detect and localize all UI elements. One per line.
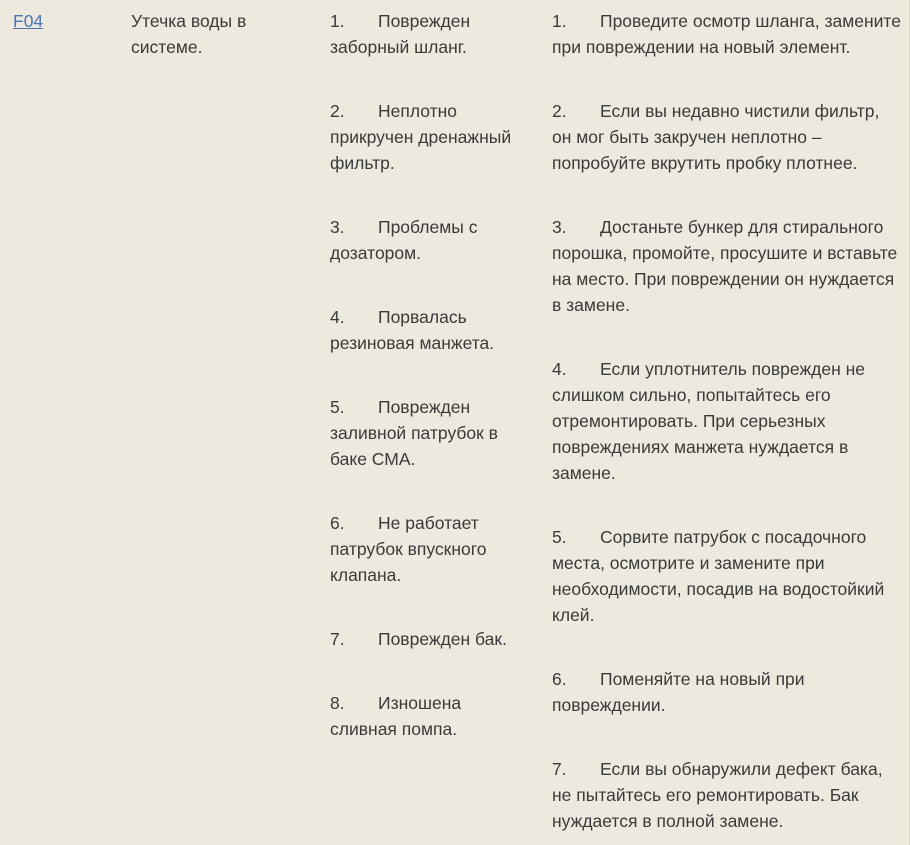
causes-cell [330, 8, 528, 780]
cause-item: 5. Поврежден заливной патрубок в баке СМА. [330, 397, 498, 469]
cause-item: 4. Порвалась резиновая манжета. [330, 307, 495, 353]
error-code-link[interactable]: F04 [13, 11, 44, 31]
cause-item: 1. Поврежден заборный шланг. [330, 11, 471, 57]
solution-item: 2. Если вы недавно чистили фильтр, он мог быть закручен неплотно – попробуйте вкрутить пробку плотнее. [552, 101, 880, 173]
solutions-cell [552, 8, 902, 834]
description-cell [131, 8, 311, 60]
cause-item: 8. Изношена сливная помпа. [330, 693, 462, 739]
solution-item: 4. Если уплотнитель поврежден не слишком сильно, попытайтесь его отремонтировать. При серьезных повреждениях манжета нуждается в замене. [552, 359, 866, 483]
solution-item: 7. Если вы обнаружили дефект бака, не пытайтесь его ремонтировать. Бак нуждается в полной замене. [552, 759, 883, 831]
cause-item: 7. Поврежден бак. [330, 629, 507, 649]
cause-item: 2. Неплотно прикручен дренажный фильтр. [330, 101, 512, 173]
cause-item: 6. Не работает патрубок впускного клапана. [330, 513, 487, 585]
error-description: Утечка воды в системе. [131, 11, 247, 57]
solution-item: 3. Достаньте бункер для стирального порошка, промойте, просушите и вставьте на место. При повреждении он нуждается в замене. [552, 217, 898, 315]
cause-item: 3. Проблемы с дозатором. [330, 217, 478, 263]
solution-item: 5. Сорвите патрубок с посадочного места, осмотрите и замените при необходимости, посадив на водостойкий клей. [552, 527, 885, 625]
error-code-cell [13, 8, 113, 34]
solution-item: 6. Поменяйте на новый при повреждении. [552, 669, 805, 715]
solution-item: 1. Проведите осмотр шланга, замените при повреждении на новый элемент. [552, 11, 901, 57]
